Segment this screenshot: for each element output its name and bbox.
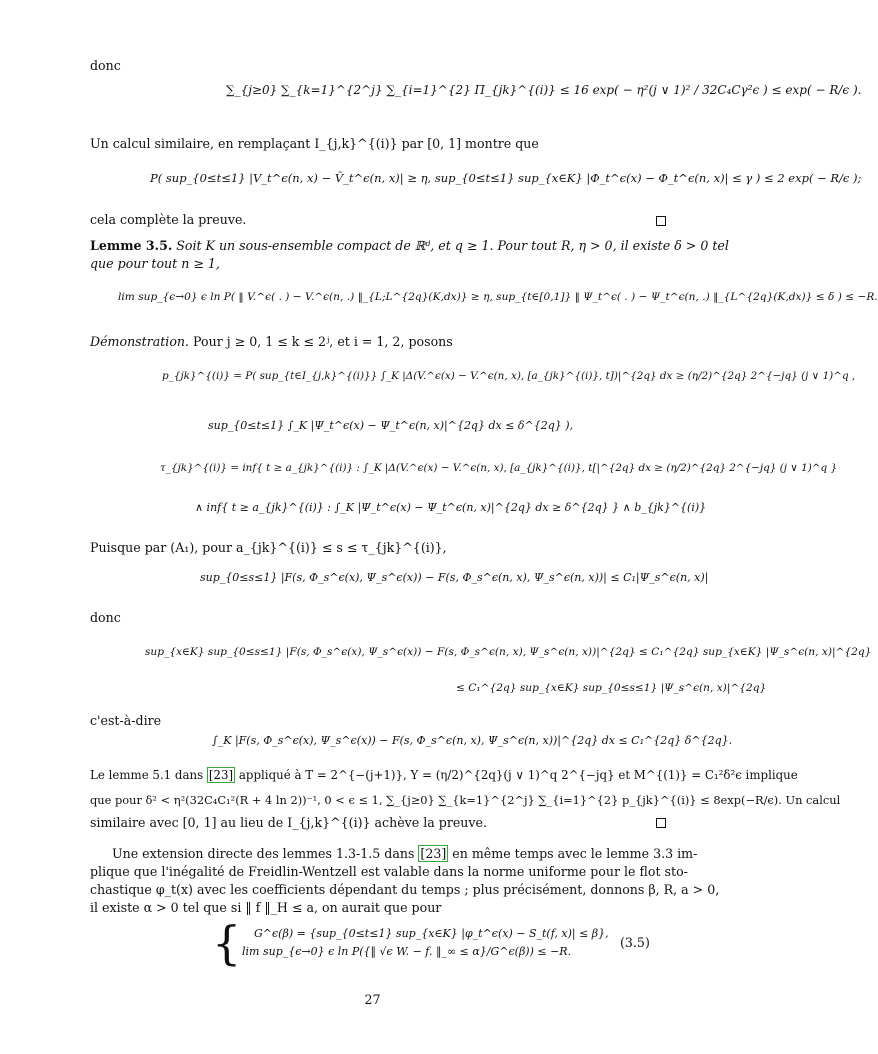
extension-text-b: en même temps avec le lemme 3.3 im-: [452, 846, 698, 861]
demonstration-text: Pour j ≥ 0, 1 ≤ k ≤ 2ʲ, et i = 1, 2, posons: [193, 334, 453, 349]
equation-tau-def-cont: ∧ inf{ t ≥ a_{jk}^{(i)} : ∫_K |Ψ_t^ϵ(x) − Ψ_t^ϵ(n, x)|^{2q} dx ≥ δ^{2q} } ∧ b_{jk}^{(i)}: [195, 501, 707, 514]
lemma-statement-line1: [90, 238, 729, 254]
equation-tau-def: τ_{jk}^{(i)} = inf{ t ≥ a_{jk}^{(i)} : ∫_K |Δ(V.^ϵ(x) − V.^ϵ(n, x), [a_{jk}^{(i)}, t[|^{2q} dx ≥ (η/2)^{2q} 2^{−jq} (j ∨ 1)^q }: [160, 462, 838, 474]
paragraph-lemme-51-line1: [90, 767, 798, 783]
equation-probability-bound: P( sup_{0≤t≤1} |V_t^ϵ(n, x) − Ṽ_t^ϵ(n, x)| ≥ η, sup_{0≤t≤1} sup_{x∈K} |Φ_t^ϵ(x) − Φ_t^ϵ(n, x)| ≤ γ ) ≤ 2 exp( − R/ϵ );: [150, 171, 862, 185]
equation-F-bound: sup_{0≤s≤1} |F(s, Φ_s^ϵ(x), Ψ_s^ϵ(x)) − F(s, Φ_s^ϵ(n, x), Ψ_s^ϵ(n, x))| ≤ C₁|Ψ_s^ϵ(n, x)|: [200, 571, 709, 584]
paragraph-extension-line1: [112, 846, 698, 862]
page-number: 27: [364, 992, 381, 1007]
equation-lemma: lim sup_{ϵ→0} ϵ ln P( ‖ V.^ϵ( . ) − V.^ϵ(n, .) ‖_{L;L^{2q}(K,dx)} ≥ η, sup_{t∈[0,1]} ‖ Ψ_t^ϵ( . ) − Ψ_t^ϵ(n, .) ‖_{L^{2q}(K,dx)} ≤ δ ) ≤ −R.: [118, 291, 878, 303]
extension-text-a: Une extension directe des lemmes 1.3-1.5 dans: [112, 846, 415, 861]
equation-limsup-G: lim sup_{ϵ→0} ϵ ln P({‖ √ϵ W. − f. ‖_∞ ≤ α}/G^ϵ(β)) ≤ −R.: [242, 945, 572, 958]
paragraph-cest-a-dire: c'est-à-dire: [90, 713, 162, 728]
lemma-statement-line2: que pour tout n ≥ 1,: [90, 256, 220, 271]
citation-23[interactable]: [23]: [208, 768, 234, 782]
left-brace: {: [212, 916, 242, 970]
demonstration-label: Démonstration.: [90, 334, 190, 349]
equation-number: (3.5): [620, 935, 650, 950]
equation-integral-bound: ∫_K |F(s, Φ_s^ϵ(x), Ψ_s^ϵ(x)) − F(s, Φ_s^ϵ(n, x), Ψ_s^ϵ(n, x))|^{2q} dx ≤ C₁^{2q} δ^{2q}.: [212, 734, 733, 747]
qed-symbol: [656, 216, 666, 226]
paragraph-lemme-51-line2: que pour δ² < η²(32C₄C₁²(R + 4 ln 2))⁻¹, 0 < ϵ ≤ 1, ∑_{j≥0} ∑_{k=1}^{2^j} ∑_{i=1}^{2} p_{jk}^{(i)} ≤ 8exp(−R/ϵ). Un calcul: [90, 793, 841, 807]
paragraph-extension-line2: plique que l'inégalité de Freidlin-Wentzell est valable dans la norme uniforme pour le flot sto-: [90, 864, 688, 879]
lemme-51-text-b: appliqué à T = 2^{−(j+1)}, Υ = (η/2)^{2q}(j ∨ 1)^q 2^{−jq} et M^{(1)} = C₁²δ²ϵ implique: [238, 768, 798, 782]
demonstration-intro: [90, 334, 666, 350]
equation-G-def: G^ϵ(β) = {sup_{0≤t≤1} sup_{x∈K} |φ_t^ϵ(x) − S_t(f, x)| ≤ β},: [254, 927, 609, 940]
paragraph-preuve: cela complète la preuve.: [90, 212, 247, 227]
equation-p-def-cont: sup_{0≤t≤1} ∫_K |Ψ_t^ϵ(x) − Ψ_t^ϵ(n, x)|^{2q} dx ≤ δ^{2q} ),: [208, 419, 574, 432]
paragraph-extension-line4: il existe α > 0 tel que si ‖ f ‖_H ≤ a, on aurait que pour: [90, 900, 442, 915]
paragraph-puisque: Puisque par (A₁), pour a_{jk}^{(i)} ≤ s ≤ τ_{jk}^{(i)},: [90, 540, 447, 555]
paragraph-donc-2: donc: [90, 610, 121, 625]
citation-23-second[interactable]: [23]: [420, 846, 447, 861]
lemme-51-text-a: Le lemme 5.1 dans: [90, 768, 204, 782]
paragraph-donc-1: donc: [90, 58, 121, 73]
paragraph-lemme-51-line3: similaire avec [0, 1] au lieu de I_{j,k}^{(i)} achève la preuve.: [90, 815, 487, 830]
lemma-label: Lemme 3.5.: [90, 238, 173, 253]
equation-p-def: p_{jk}^{(i)} = P( sup_{t∈I_{j,k}^{(i)}} ∫_K |Δ(V.^ϵ(x) − V.^ϵ(n, x), [a_{jk}^{(i)}, t])|^{2q} dx ≥ (η/2)^{2q} 2^{−jq} (j ∨ 1)^q ,: [162, 370, 856, 382]
paragraph-calcul-similaire: Un calcul similaire, en remplaçant I_{j,k}^{(i)} par [0, 1] montre que: [90, 136, 539, 151]
equation-sup-bound-1: sup_{x∈K} sup_{0≤s≤1} |F(s, Φ_s^ϵ(x), Ψ_s^ϵ(x)) − F(s, Φ_s^ϵ(n, x), Ψ_s^ϵ(n, x))|^{2q} ≤ C₁^{2q} sup_{x∈K} |Ψ_s^ϵ(n, x)|^{2q}: [145, 646, 872, 658]
equation-sup-bound-2: ≤ C₁^{2q} sup_{x∈K} sup_{0≤s≤1} |Ψ_s^ϵ(n, x)|^{2q}: [456, 682, 767, 694]
lemma-text-1: Soit K un sous-ensemble compact de ℝᵈ, et q ≥ 1. Pour tout R, η > 0, il existe δ > 0 tel: [176, 238, 729, 253]
paragraph-extension-line3: chastique φ_t(x) avec les coefficients dépendant du temps ; plus précisément, donnons β, R, a > 0,: [90, 882, 720, 897]
equation-sum-bound: ∑_{j≥0} ∑_{k=1}^{2^j} ∑_{i=1}^{2} Π_{jk}^{(i)} ≤ 16 exp( − η²(j ∨ 1)² / 32C₄Cγ²ϵ ) ≤ exp( − R/ϵ ).: [226, 83, 862, 97]
qed-symbol-2: [656, 818, 666, 828]
